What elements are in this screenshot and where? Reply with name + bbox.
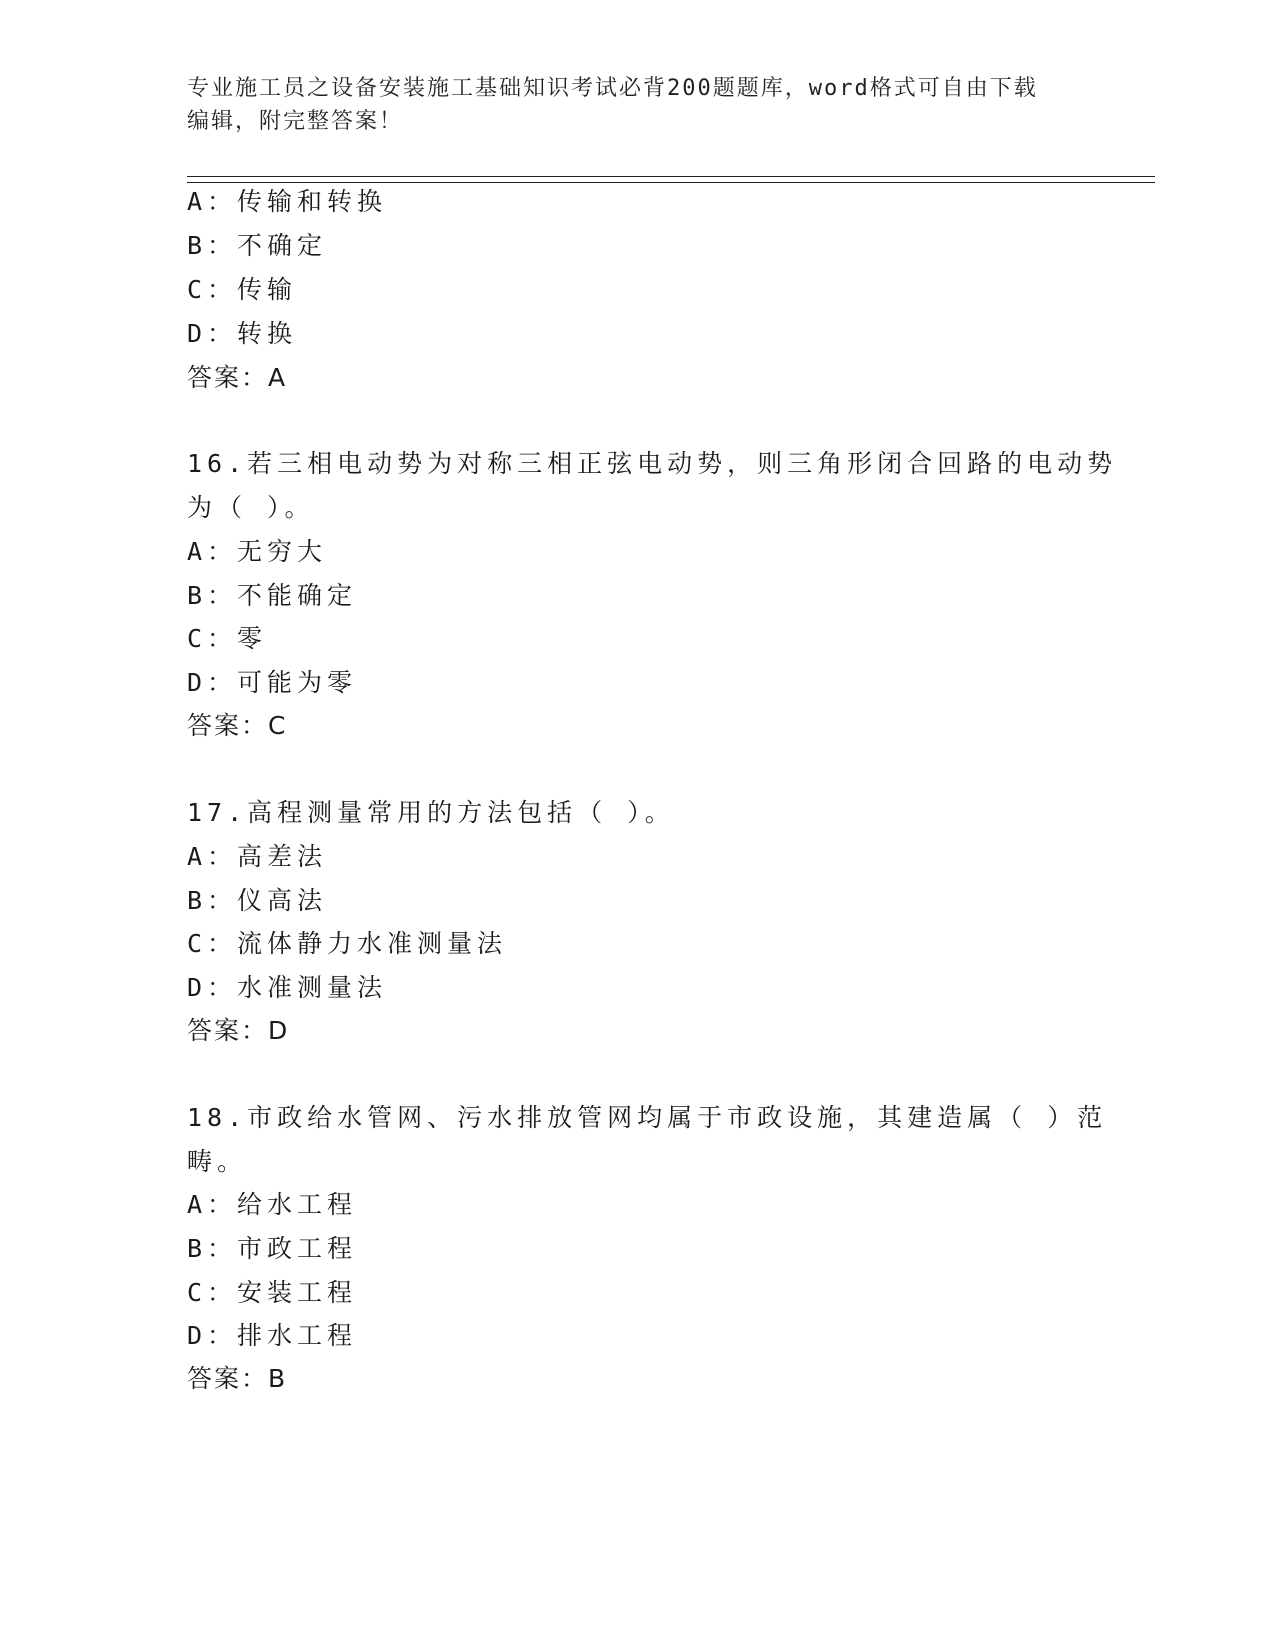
q17-option-c: C：流体静力水准测量法	[187, 929, 508, 958]
q15-option-a: A：传输和转换	[187, 187, 388, 216]
q18-option-c: C：安装工程	[187, 1278, 358, 1307]
q15-answer: 答案：A	[187, 363, 288, 392]
q16-stem-line-2: 为（ ）。	[187, 493, 315, 522]
q16-answer: 答案：C	[187, 711, 288, 740]
q15-option-d: D：转换	[187, 319, 298, 348]
q16-option-b: B：不能确定	[187, 581, 358, 610]
q17-option-a: A：高差法	[187, 842, 328, 871]
q18-option-a: A：给水工程	[187, 1190, 358, 1219]
q16-option-a: A：无穷大	[187, 537, 328, 566]
header-divider	[187, 176, 1155, 183]
q18-answer: 答案：B	[187, 1364, 288, 1393]
header-line-2: 编辑，附完整答案！	[187, 109, 404, 134]
header-line-1: 专业施工员之设备安装施工基础知识考试必背200题题库，word格式可自由下载	[187, 76, 1038, 101]
q17-answer: 答案：D	[187, 1016, 290, 1045]
q17-option-b: B：仪高法	[187, 886, 328, 915]
q16-stem-line-1: 16.若三相电动势为对称三相正弦电动势，则三角形闭合回路的电动势	[187, 449, 1118, 478]
q15-option-c: C：传输	[187, 275, 298, 304]
q15-option-b: B：不确定	[187, 231, 328, 260]
q18-stem-line-2: 畴。	[187, 1147, 248, 1176]
q17-option-d: D：水准测量法	[187, 973, 388, 1002]
q16-option-d: D：可能为零	[187, 668, 358, 697]
q16-option-c: C：零	[187, 624, 268, 653]
document-header	[187, 72, 1067, 138]
q18-stem-line-1: 18.市政给水管网、污水排放管网均属于市政设施，其建造属（ ）范	[187, 1103, 1108, 1132]
q18-option-b: B：市政工程	[187, 1234, 358, 1263]
q17-stem-line-1: 17.高程测量常用的方法包括（ ）。	[187, 798, 675, 827]
q18-option-d: D：排水工程	[187, 1321, 358, 1350]
